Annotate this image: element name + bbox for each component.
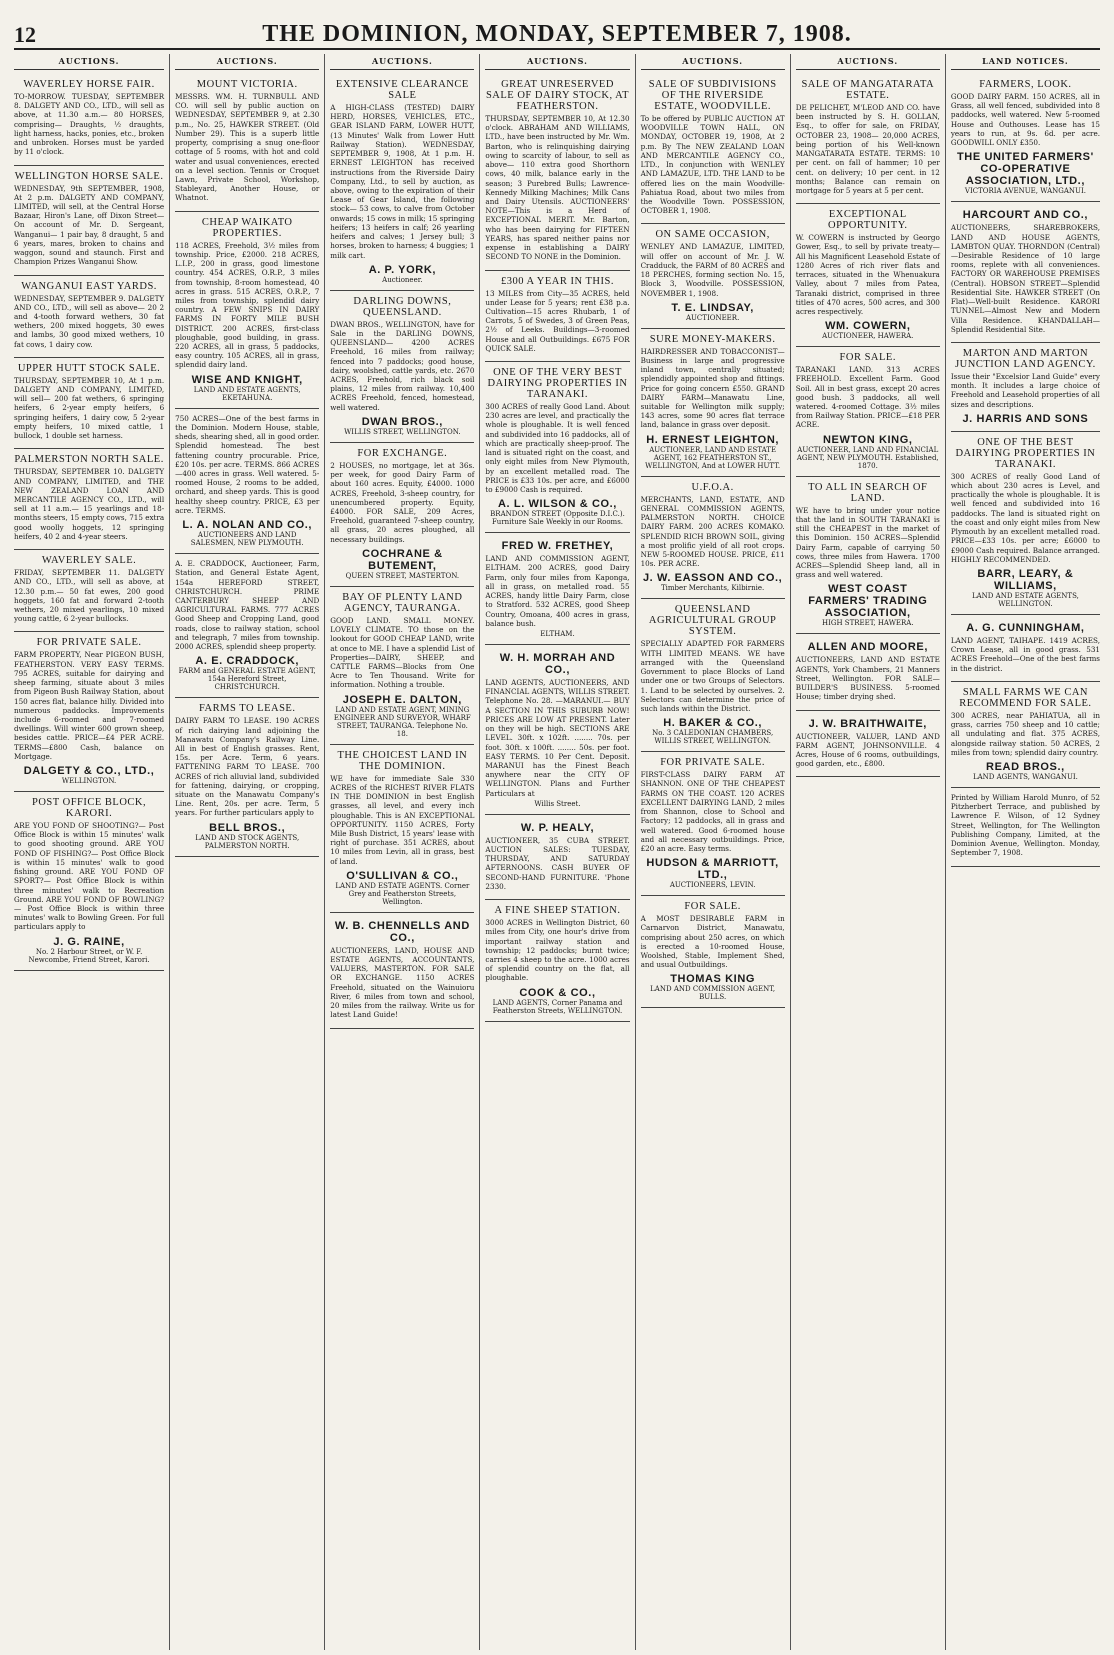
ad-address: Willis Street. [534, 799, 581, 808]
ad-body: FARM PROPERTY, Near PIGEON BUSH, FEATHERSTON. VERY EASY TERMS. 795 ACRES, suitable for dairying and sheep farming, situate about 3 miles from Pigeon Bush Railway Station, about 150 acres flat, balance hilly. Divided into numerous paddocks. Improvements include 6-roomed and 7-roomed dwellings. Will winter 600 grown sheep, besides cattle. PRICE—£4 PER ACRE. TERMS—£800 Cash, balance on Mortgage. [14, 650, 165, 761]
column-2 [169, 54, 324, 1650]
column-header: AUCTIONS. [796, 54, 940, 70]
ad-title: WELLINGTON HORSE SALE. [14, 170, 164, 182]
ad-firm-name: J. W. BRAITHWAITE, [808, 717, 927, 730]
advertisement [175, 409, 319, 554]
ad-address: QUEEN STREET, MASTERTON. [345, 571, 460, 580]
advertisement [330, 74, 474, 291]
column-header: AUCTIONS. [641, 54, 785, 70]
ad-body: 300 ACRES of really Good Land of which about 230 acres is Level, and practically the whole is ploughable. It is well fenced and subdivided into 16 paddocks. The land is situated right on the coast and only eight miles from New Plymouth by an excellent metalled road. PRICE—£33 10s. per acre; £6000 to £9000 Cash required. Balance arranged. HIGHLY RECOMMENDED. [950, 471, 1100, 564]
ad-firm-name: COOK & CO., [519, 986, 596, 999]
advertisement [951, 432, 1100, 615]
ad-title: A FINE SHEEP STATION. [494, 905, 621, 917]
ad-title: EXCEPTIONAL OPPORTUNITY. [827, 209, 908, 232]
imprint-text: Printed by William Harold Munro, of 52 Pitzherbert Terrace, and published by Lawrence F. Wilson, of 12 Sydney Street, Wellington, for The Wellington Publishing Company, Limited, at the Dominion Avenue, Wellington. Monday, September 7, 1908. [950, 792, 1100, 858]
ad-title: SALE OF MANGATARATA ESTATE. [801, 79, 935, 101]
ad-firm-name: W. H. MORRAH AND CO., [499, 651, 616, 676]
ad-title: MOUNT VICTORIA. [196, 79, 298, 90]
ad-body: LAND AGENT, TAIHAPE. 1419 ACRES, Crown Lease, all in good grass. 531 ACRES Freehold—One of the best farms in the district. [950, 636, 1100, 673]
ad-firm-name: THOMAS KING [670, 973, 756, 986]
ad-body: FRIDAY, SEPTEMBER 11. DALGETY AND CO., LTD., will sell as above, at 12.30 p.m.— 50 fat ewes, 200 good hoggets, 160 fat and forward 2-tooth wethers, 20 mixed yearlings, 10 mixed young cattle, 6 2-year bullocks. [14, 568, 165, 624]
ad-body: HAIRDRESSER AND TOBACCONIST—Business in large and progressive inland town, centrally situated; splendidly appointed shop and fittings. Price for going concern £550. GRAND DAIRY FARM—Manawatu Line, suitable for Wellington milk supply; 143 acres, some 90 acres flat terrace land, balance in grass over deposit. [640, 346, 785, 430]
ad-body: WENLEY AND LAMAZUE, LIMITED, will offer on account of Mr. J. W. Cradduck, the FARM of 80 ACRES and 18 PERCHES, forming section No. 15, Block 3, Woodville. POSSESSION, NOVEMBER 1, 1908. [640, 242, 785, 298]
ad-title: QUEENSLAND AGRICULTURAL GROUP SYSTEM. [648, 604, 777, 638]
ad-body: 2 HOUSES, no mortgage, let at 36s. per week, for good Dairy Farm of about 160 acres. Equity, £4000. 1000 ACRES, Freehold, 3-sheep country, for unencumbered property. Equity, £4000. FOR SALE, 209 Acres, Freehold, guaranteed 7-sheep country, all grass, 20 acres ploughed, all necessary buildings. [330, 460, 475, 544]
ad-firm-name: H. BAKER & CO., [663, 717, 763, 730]
columns [14, 54, 1100, 1650]
ad-address: LAND AND ESTATE AGENTS, EKETAHUNA. [193, 385, 301, 402]
column-7 [945, 54, 1100, 1650]
ad-body: A MOST DESIRABLE FARM in Carnarvon District, Manawatu, comprising about 250 acres, on which is erected a 10-roomed House, Woolshed, Stable, Implement Shed, and usual Outbuildings. [640, 914, 785, 970]
column-5 [635, 54, 790, 1650]
ad-body: WE have for immediate Sale 330 ACRES of the RICHEST RIVER FLATS IN THE DOMINION in best English grasses, all level, and every inch ploughable. This is AN EXCEPTIONAL OPPORTUNITY. 1150 ACRES, Forty Mile Bush District, 15 years' lease with right of purchase. 351 ACRES, about 10 miles from Levin, all in grass, best of land. [330, 773, 475, 866]
ad-firm-name: JOSEPH E. DALTON, [342, 693, 462, 706]
ad-firm-name: BARR, LEARY, & WILLIAMS, [977, 568, 1074, 592]
ad-title: ONE OF THE VERY BEST DAIRYING PROPERTIES IN TARANAKI. [487, 367, 628, 401]
ad-body: 13 MILES from City—35 ACRES, held under Lease for 5 years; rent £38 p.a. Cultivation—15 acres Rhubarb, 1 of Carrots, 5 of Swedes, 3 of Green Peas, 2½ of Leeks. Buildings—3-roomed House and all Outbuildings. £675 FOR QUICK SALE. [485, 288, 630, 353]
ad-title: £300 A YEAR IN THIS. [501, 275, 614, 287]
advertisement [951, 202, 1100, 343]
ad-body: GOOD LAND. SMALL MONEY. LOVELY CLIMATE. TO those on the lookout for GOOD CHEAP LAND, write at once to ME. I have a splendid List of Properties—DAIRY, SHEEP, and CATTLE FARMS—Blocks from One Acre to Ten Thousand. Write for information. Nothing a trouble. [330, 615, 475, 690]
ad-body: WEDNESDAY, SEPTEMBER 9. DALGETY AND CO., LTD., will sell as above— 20 2 and 4-tooth forward wethers, 30 fat wethers, 200 mixed hoggets, 30 ewes and lambs, 30 good mixed wethers, 10 fat cows, 1 dairy cow. [14, 293, 165, 349]
ad-title: FOR SALE. [684, 901, 741, 913]
ad-address: BRANDON STREET (Opposite D.I.C.). Furniture Sale Weekly in our Rooms. [490, 510, 625, 527]
ad-body: THURSDAY, SEPTEMBER 10, At 12.30 o'clock. ABRAHAM AND WILLIAMS, LTD., have been instructed by Mr. Wm. Barton, who is relinquishing dairying owing to scarcity of labour, to sell as above— 110 extra good Shorthorn cows, 40 milk, balance early in the season; 3 Purebred Bulls; Lawrence-Kennedy Milking Machines; Milk Cans and Dairy Utensils. AUCTIONEERS' NOTE—This is a Herd of EXCEPTIONAL MERIT. Mr. Barton, who has been dairying for FIFTEEN YEARS, has spared neither pains nor expense in establishing a DAIRY SECOND TO NONE in the Dominion. [485, 114, 630, 262]
ad-address: AUCTIONEERS, LEVIN. [669, 881, 756, 890]
advertisement [330, 443, 474, 587]
ad-firm-name: O'SULLIVAN & CO., [346, 869, 459, 882]
ad-address: No. 3 CALEDONIAN CHAMBERS, WILLIS STREET, WELLINGTON. [652, 729, 774, 746]
ad-address: AUCTIONEER, LAND AND ESTATE AGENT, 162 FEATHERSTON ST., WELLINGTON, And at LOWER HUTT. [645, 445, 781, 470]
advertisement [485, 900, 629, 1022]
advertisement [641, 74, 785, 224]
advertisement [14, 276, 164, 358]
ad-firm-name: A. E. CRADDOCK, [195, 655, 300, 668]
column-4 [479, 54, 634, 1650]
ad-title: UPPER HUTT STOCK SALE. [17, 362, 161, 374]
ad-body: THURSDAY, SEPTEMBER 10. DALGETY AND COMPANY, LIMITED, and THE NEW ZEALAND LOAN AND MERCANTILE AGENCY CO., LTD., will sell at 11 a.m.— 15 yearlings and 18-months steers, 15 empty cows, 715 extra good woolly hoggets, 12 springing heifers, 40 2 and 4-year steers. [14, 467, 165, 541]
advertisement [175, 698, 319, 856]
ad-body: MESSRS. WM. H. TURNBULL AND CO. will sell by public auction on WEDNESDAY, SEPTEMBER 9, at 2.30 p.m., No. 25, HAWKER STREET. (Old Number 29). This is a superb little property, comprising a snug one-floor cottage of 5 rooms, with hot and cold water and usual conveniences, erected on a level section. Tennis or Croquet Lawn, Private School, Workshop, Stableyard, Another House, or Whatnot. [175, 92, 320, 203]
ad-title: TO ALL IN SEARCH OF LAND. [808, 481, 928, 504]
ad-title: SURE MONEY-MAKERS. [649, 333, 776, 345]
ad-firm-name: W. B. CHENNELLS AND CO., [334, 919, 470, 944]
ad-title: FOR EXCHANGE. [357, 447, 448, 459]
ad-title: WAVERLEY HORSE FAIR. [23, 79, 155, 90]
ad-title: THE CHOICEST LAND IN THE DOMINION. [337, 749, 468, 772]
ad-body: TO-MORROW. TUESDAY, SEPTEMBER 8. DALGETY AND CO., LTD., will sell as above, at 11.30 a.m.— 80 HORSES, comprising— Draughts, ½ draughts, light harness, hacks, ponies, etc., broken and unbroken. Horses must be yarded by 11 o'clock. [14, 92, 165, 157]
advertisement [641, 599, 785, 752]
ad-title: FOR SALE. [839, 352, 896, 364]
ad-firm-name: READ BROS., [986, 760, 1065, 773]
ad-body: 300 ACRES of really Good Land. About 230 acres are level, and practically the whole is ploughable. It is well fenced and subdivided into 16 paddocks, all of which are practically sheep-proof. The land is situated right on the coast, and only eight miles from New Plymouth, by an excellent metalled road. The PRICE is £33 10s. per acre, and £6000 to £9000 Cash is required. [485, 402, 630, 494]
advertisement [485, 533, 629, 645]
column-header: AUCTIONS. [14, 54, 164, 70]
ad-firm-name: ALLEN AND MOORE, [807, 641, 928, 654]
advertisement [951, 615, 1100, 682]
imprint [951, 788, 1100, 867]
ad-body: LAND AGENTS, AUCTIONEERS, AND FINANCIAL AGENTS, WILLIS STREET. Telephone No. 28. —MARANUI.— BUY A SECTION IN THIS SUBURB NOW! PRICES ARE LOW AT PRESENT. Later on they will be high. SECTIONS ARE LEVEL. 30ft. x 102ft. ........ 70s. per foot. 30ft. x 100ft. ........ 50s. per foot. EASY TERMS. 10 Per Cent. Deposit. MARANUI has the Finest Beach anywhere near the CITY OF WELLINGTON. Plans and Further Particulars at [485, 677, 630, 798]
ad-body: DE PELICHET, M'LEOD AND CO. have been instructed by S. H. GOLLAN, Esq., to offer for sale, on FRIDAY, OCTOBER 23, 1908— 20,000 ACRES, being portion of his Well-known MANGATARATA ESTATE. TERMS: 10 per cent. on fall of hammer; 10 per cent. on delivery; 10 per cent. in 12 months; Balance can remain on mortgage for 5 years at 5 per cent. [795, 103, 940, 195]
ad-body: AUCTIONEERS, LAND AND ESTATE AGENTS, York Chambers, 21 Manners Street, Wellington. FOR SALE— BUILDER'S BUSINESS. 5-roomed House; timber drying shed. [795, 655, 940, 702]
ad-firm-name: COCHRANE & BUTEMENT, [362, 547, 443, 572]
advertisement [14, 550, 164, 632]
advertisement [14, 358, 164, 450]
advertisement [641, 477, 785, 600]
ad-firm-name: J. HARRIS AND SONS [962, 412, 1089, 425]
ad-body: ARE YOU FOND OF SHOOTING?— Post Office Block is within 15 minutes' walk to good shooting ground. ARE YOU FOND OF FISHING?— Post Office Block is within 15 minutes' walk to good fishing ground. ARE YOU FOND OF SPORT?— Post Office Block is within three minutes' walk to Recreation Ground. ARE YOU FOND OF BOWLING?— Post Office Block is within three minutes' walk to Bowling Green. For full particulars apply to [14, 821, 165, 932]
advertisement [951, 343, 1100, 432]
advertisement [951, 74, 1100, 202]
ad-firm-name: T. E. LINDSAY, [671, 301, 754, 314]
ad-body: AUCTIONEER, 35 CUBA STREET. AUCTION SALES: TUESDAY, THURSDAY, AND SATURDAY AFTERNOONS. CASH BUYER OF SECOND-HAND FURNITURE. 'Phone 2330. [485, 835, 630, 891]
ad-title: ON SAME OCCASION, [655, 229, 770, 241]
advertisement [796, 347, 940, 477]
ad-firm-name: DALGETY & CO., LTD., [23, 765, 155, 778]
ad-body: TARANAKI LAND. 313 ACRES FREEHOLD. Excellent Farm. Good Soil. All in best grass, except 20 acres good bush. 3 paddocks, all well watered. 4-roomed Cottage. 3½ miles from Railway Station. PRICE—£18 PER ACRE. [795, 365, 940, 430]
masthead [14, 8, 1100, 50]
ad-firm-name: HARCOURT AND CO., [962, 209, 1089, 222]
ad-address: Timber Merchants, Kilbirnie. [661, 584, 765, 593]
ad-firm-name: A. L. WILSON & CO., [498, 498, 617, 511]
ad-firm-name: NEWTON KING, [823, 433, 913, 446]
ad-address: AUCTIONEER, LAND AND FINANCIAL AGENT, NEW PLYMOUTH. Established, 1870. [796, 445, 939, 470]
advertisement [485, 74, 629, 271]
advertisement [641, 329, 785, 477]
ad-address: LAND AND ESTATE AGENT, MINING ENGINEER AND SURVEYOR, WHARF STREET, TAURANGA. Telephone No. 18. [333, 705, 471, 738]
ad-title: EXTENSIVE CLEARANCE SALE [335, 79, 469, 101]
newspaper-title: THE DOMINION, MONDAY, SEPTEMBER 7, 1908. [262, 21, 852, 47]
ad-address: FARM and GENERAL ESTATE AGENT, 154a Hereford Street, CHRISTCHURCH. [178, 667, 316, 692]
ad-address: AUCTIONEERS AND LAND SALESMEN, NEW PLYMOUTH. [190, 531, 304, 548]
ad-body: A HIGH-CLASS (TESTED) DAIRY HERD, HORSES, VEHICLES, ETC., GEAR ISLAND FARM, LOWER HUTT, (13 Minutes' Walk from Lower Hutt Railway Station). WEDNESDAY, SEPTEMBER 9, 1908, At 1 p.m. H. ERNEST LEIGHTON has received instructions from the Riverside Dairy Company, Ltd., to sell by auction, as above, owing to the expiration of their Lease of Gear Island, the following stock— 53 cows, to calve from October onwards; 15 cows in milk; 15 springing heifers; 13 heifers in calf; 26 yearling heifers and calves; 1 Jersey bull; 3 horses, broken to harness; 4 buggies; 1 milk cart. [330, 103, 475, 260]
ad-body: Issue their "Excelsior Land Guide" every month. It includes a large choice of Freehold and Leasehold properties of all sizes and descriptions. [950, 371, 1100, 409]
ad-body: LAND AND COMMISSION AGENT, ELTHAM. 200 ACRES, good Dairy Farm, only four miles from Kaponga, all in grass, on metalled road. 55 ACRES, handy little Dairy Farm, close to Stratford. 532 ACRES, good Sheep Country, Omoana, 400 acres in grass, balance bush. [485, 554, 630, 628]
advertisement [14, 449, 164, 550]
advertisement [14, 632, 164, 792]
ad-title: DARLING DOWNS, QUEENSLAND. [353, 295, 452, 318]
ad-firm-name: THE UNITED FARMERS' CO-OPERATIVE ASSOCIATION, LTD., [956, 151, 1094, 188]
advertisement [14, 792, 164, 971]
column-header: AUCTIONS. [330, 54, 474, 70]
ad-body: A. E. CRADDOCK, Auctioneer, Farm, Station, and General Estate Agent, 154a HEREFORD STREET, CHRISTCHURCH. PRIME CANTERBURY SHEEP AND AGRICULTURAL FARMS. 777 ACRES Good Sheep and Cropping Land, good roads, close to railway station, school and telegraph, 7 miles from township. 2000 ACRES, splendid sheep property. [175, 559, 320, 652]
ad-body: MERCHANTS, LAND, ESTATE, AND GENERAL COMMISSION AGENTS, PALMERSTON NORTH. CHOICE DAIRY FARM. 200 ACRES KOMAKO. SPLENDID RICH BROWN SOIL, giving a most prolific yield of all root crops. NEW 5-ROOMED HOUSE. PRICE, £11 10s. PER ACRE. [640, 494, 785, 569]
ad-body: To be offered by PUBLIC AUCTION AT WOODVILLE TOWN HALL, ON MONDAY, OCTOBER 19, 1908, At 2 p.m. By The NEW ZEALAND LOAN AND MERCANTILE AGENCY CO., LTD., In conjunction with WENLEY AND LAMAZUE, LTD. THE LAND to be offered lies on the main Woodville-Pahiatua Road, about two miles from the Woodville Town. POSSESSION, OCTOBER 1, 1908. [640, 114, 785, 216]
advertisement [485, 645, 629, 815]
advertisement [175, 554, 319, 698]
ad-address: Auctioneer. [382, 275, 423, 284]
ad-title: SALE OF SUBDIVISIONS OF THE RIVERSIDE ESTATE, WOODVILLE. [648, 79, 777, 112]
ad-address: LAND AND ESTATE AGENTS, WELLINGTON. [971, 592, 1079, 608]
ad-firm-name: J. G. RAINE, [53, 935, 125, 948]
ad-body: FIRST-CLASS DAIRY FARM AT SHANNON. ONE OF THE CHEAPEST FARMS ON THE COAST. 120 ACRES EXCELLENT DAIRYING LAND, 2 miles from Shannon, close to School and Factory; 12 paddocks, all in grass and well watered. Good 6-roomed house and all necessary outbuildings. Price, £20 an acre. Easy terms. [640, 770, 785, 853]
advertisement [175, 74, 319, 212]
ad-title: GREAT UNRESERVED SALE OF DAIRY STOCK, AT FEATHERSTON. [485, 79, 630, 112]
column-1 [14, 54, 169, 1650]
ad-firm-name: A. G. CUNNINGHAM, [966, 622, 1085, 634]
ad-address: AUCTIONEER, HAWERA. [822, 332, 914, 341]
ad-address: LAND AND ESTATE AGENTS. Corner Grey and Featherston Streets, Wellington. [335, 881, 470, 906]
advertisement [485, 271, 629, 363]
ad-title: ONE OF THE BEST DAIRYING PROPERTIES IN TARANAKI. [955, 436, 1096, 470]
ad-address: LAND AND STOCK AGENTS, PALMERSTON NORTH. [195, 833, 300, 850]
column-6 [790, 54, 945, 1650]
ad-title: U.F.O.A. [691, 481, 734, 493]
ad-title: FARMERS, LOOK. [979, 79, 1072, 90]
ad-title: WAVERLEY SALE. [41, 555, 137, 567]
ad-firm-name: WM. COWERN, [825, 320, 911, 333]
advertisement [330, 745, 474, 913]
advertisement [641, 224, 785, 328]
advertisement [796, 204, 940, 347]
advertisement [485, 362, 629, 533]
advertisement [951, 682, 1100, 788]
ad-address: No. 2 Harbour Street, or W. F. Newcombe, Friend Street, Karori. [28, 947, 150, 964]
advertisement [14, 166, 164, 276]
ad-body: GOOD DAIRY FARM. 150 ACRES, all in Grass, all well fenced, subdivided into 8 paddocks, well watered. New 5-roomed House and Outhouses. Lease has 15 years to run, at 9s. 6d. per acre. GOODWILL ONLY £350. [950, 92, 1100, 148]
ad-firm-name: L. A. NOLAN AND CO., [182, 519, 313, 532]
ad-body: DAIRY FARM TO LEASE. 190 ACRES of rich dairying land adjoining the Manawatu Company's Railway Line. All in best of English grasses. Rent, 15s. per Acre. Term, 6 years. FATTENING FARM TO LEASE. 700 ACRES of rich alluvial land, subdivided for fattening, dairying, or cropping, situate on the Manawatu Company's Line. Rent, 20s. per acre. Term, 5 years. For further particulars apply to [175, 716, 320, 818]
page-number: 12 [14, 22, 36, 47]
ad-firm-name: H. ERNEST LEIGHTON, [646, 433, 780, 446]
ad-firm-name: J. W. EASSON AND CO., [642, 572, 783, 585]
ad-address: LAND AGENTS, Corner Panama and Featherston Streets, WELLINGTON. [492, 998, 623, 1015]
advertisement [485, 815, 629, 900]
advertisement [175, 212, 319, 409]
ad-body: W. COWERN is instructed by Georgo Gower, Esq., to sell by private treaty— All his Magnificent Leasehold Estate of 1280 Acres of rich river flats and terraces, situated in the Whenuakura Valley, about 7 miles from Patea, Taranaki district, comprised in three titles of 470 acres, 500 acres, and 300 acres respectively. [795, 233, 940, 316]
ad-firm-name: A. P. YORK, [368, 263, 437, 276]
ad-address: WELLINGTON. [61, 777, 117, 786]
ad-title: WANGANUI EAST YARDS. [21, 280, 157, 292]
advertisement [330, 291, 474, 443]
advertisement [796, 711, 940, 778]
ad-title: SMALL FARMS WE CAN RECOMMEND FOR SALE. [959, 686, 1092, 709]
ad-address: AUCTIONEER. [685, 313, 740, 322]
ad-title: FOR PRIVATE SALE. [660, 757, 766, 769]
ad-title: POST OFFICE BLOCK, KARORI. [32, 797, 147, 820]
ad-body: THURSDAY, SEPTEMBER 10, At 1 p.m. DALGETY AND COMPANY, LIMITED, will sell— 200 fat wethers, 6 springing heifers, 6 2-year empty heifers, 6 springing heifers, 1 dairy cow, 5 2-year empty heifers, 10 mixed cattle, 1 bullock, 1 double set harness. [14, 375, 165, 441]
advertisement [796, 634, 940, 710]
ad-title: CHEAP WAIKATO PROPERTIES. [201, 216, 293, 239]
ad-body: AUCTIONEERS, SHAREBROKERS, LAND AND HOUSE AGENTS, LAMBTON QUAY. THORNDON (Central)—Desirable Residence of 10 large rooms, replete with all conveniences. FACTORY OR WAREHOUSE PREMISES (Central). HOBSON STREET—Splendid Residential Site. HAWKER STREET (On Flat)—Well-built Residence. KARORI TUNNEL—Almost New and Modern Villa Residence. KHANDALLAH—Splendid Residential Site. [950, 223, 1100, 334]
column-3 [324, 54, 479, 1650]
ad-title: BAY OF PLENTY LAND AGENCY, TAURANGA. [342, 591, 463, 614]
ad-body: WE have to bring under your notice that the land in SOUTH TARANAKI is still the CHEAPEST in the market of this Dominion. 150 ACRES—Splendid Dairy Farm, capable of carrying 50 cows, three miles from Hawera. 1700 ACRES—Splendid Sheep land, all in grass and well watered. [795, 505, 940, 580]
ad-body: 3000 ACRES in Wellington District, 60 miles from City, one hour's drive from important railway station and township; 12 paddocks; burnt twice; carries 4 sheep to the acre. 1000 acres of splendid country on the flat, all ploughable. [485, 918, 630, 983]
ad-firm-name: DWAN BROS., [361, 415, 443, 428]
ad-firm-name: BELL BROS., [209, 821, 286, 834]
ad-address: LAND AGENTS, WANGANUI. [972, 772, 1078, 781]
ad-address: LAND AND COMMISSION AGENT, BULLS. [650, 985, 776, 1002]
ad-title: FOR PRIVATE SALE. [36, 637, 142, 649]
advertisement [796, 477, 940, 635]
ad-address: HIGH STREET, HAWERA. [821, 619, 914, 628]
ad-title: MARTON AND MARTON JUNCTION LAND AGENCY. [955, 347, 1096, 370]
ad-body: AUCTIONEERS, LAND, HOUSE AND ESTATE AGENTS, ACCOUNTANTS, VALUERS, MASTERTON. FOR SALE OR EXCHANGE. 1150 ACRES Freehold, situated on the Wainuioru River, 6 miles from town and school, 20 miles from the railway. Write us for latest Land Guide! [330, 945, 475, 1020]
ad-body: 300 ACRES, near PAHIATUA, all in grass, carries 750 sheep and 10 cattle; all undulating and flat. 375 ACRES, alongside railway station. 50 ACRES, 2 miles from town; splendid dairy country. [950, 710, 1100, 757]
ad-firm-name: FRED W. FRETHEY, [501, 540, 614, 553]
ad-address: VICTORIA AVENUE, WANGANUI. [964, 187, 1086, 196]
advertisement [330, 913, 474, 1029]
column-header: AUCTIONS. [485, 54, 629, 70]
ad-title: FARMS TO LEASE. [198, 703, 296, 715]
advertisement [796, 74, 940, 204]
ad-firm-name: HUDSON & MARRIOTT, LTD., [646, 857, 779, 882]
advertisement [330, 587, 474, 745]
ad-body: DWAN BROS., WELLINGTON, have for Sale in the DARLING DOWNS, QUEENSLAND— 4200 ACRES Freehold, 16 miles from railway; fenced into 7 paddocks; good house, dairy, woolshed, cattle yards, etc. 2670 ACRES, Freehold, rich black soil plains, 12 miles from railway. 10,400 ACRES Freehold, fenced, homestead, well watered. [330, 319, 475, 412]
ad-firm-name: WEST COAST FARMERS' TRADING ASSOCIATION, [808, 583, 928, 620]
column-header: AUCTIONS. [175, 54, 319, 70]
ad-address: ELTHAM. [540, 629, 575, 638]
ad-body: AUCTIONEER, VALUER, LAND AND FARM AGENT, JOHNSONVILLE. 4 Acres, House of 6 rooms, outbuildings, good garden, etc., £800. [795, 731, 940, 769]
ad-address: WILLIS STREET, WELLINGTON. [344, 427, 461, 436]
column-header: LAND NOTICES. [951, 54, 1100, 70]
ad-firm-name: WISE AND KNIGHT, [191, 373, 303, 386]
ad-firm-name: W. P. HEALY, [520, 821, 595, 834]
ad-body: WEDNESDAY, 9th SEPTEMBER, 1908, At 2 p.m. DALGETY AND COMPANY, LIMITED, will sell, at the Central Horse Bazaar, Hiron's Lane, off Dixon Street— On account of Mr. D. Sergeant, Wanganui— 1 pair bay, 8 draught, 5 and 6 years, mares, broken to chains and waggon, sound and staunch. First and Champion Prizes Wanganui Show. [14, 183, 165, 267]
ad-body: 750 ACRES—One of the best farms in the Dominion. Modern House, stable, sheds, shearing shed, all in good order. Splendid homestead. The best fattening country procurable. Price, £20 10s. per acre. TERMS. 866 ACRES—400 acres in grass. Well watered. 5-roomed House, 2 rooms to be added, orchard, and sheep yards. This is good healthy sheep country. PRICE, £3 per acre. TERMS. [175, 413, 320, 515]
ad-body: SPECIALLY ADAPTED FOR FARMERS WITH LIMITED MEANS. WE have arranged with the Queensland Government to place Blocks of Land under one or two Groups of Selectors. 1. Land to be selected by ourselves. 2. Selectors can determine the price of such lands within the District. [640, 639, 785, 713]
advertisement [14, 74, 164, 166]
advertisement [641, 896, 785, 1008]
ad-title: PALMERSTON NORTH SALE. [14, 454, 164, 466]
ad-body: 118 ACRES, Freehold, 3½ miles from township. Price, £2000. 218 ACRES, L.I.P., 200 in grass, good limestone country. 454 ACRES, O.R.P., 3 miles from township, 8-room homestead, 40 acres in grass. 515 ACRES, O.R.P., 7 miles from township, splendid dairy country. A FEW SNIPS IN DAIRY FARMS IN FORTY MILE BUSH DISTRICT. 200 ACRES, first-class ploughable, good building, in grass. 220 ACRES, all in grass, 5 paddocks, easy country. 105 ACRES, all in grass, splendid dairy land. [175, 240, 320, 370]
advertisement [641, 752, 785, 896]
